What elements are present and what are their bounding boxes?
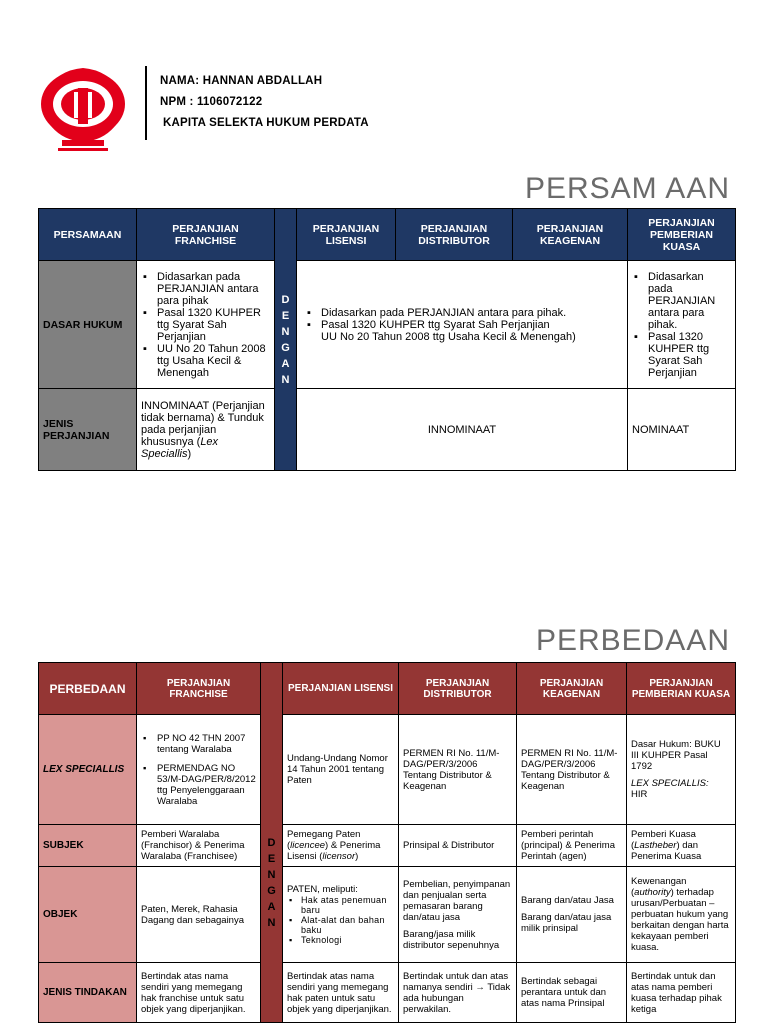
kuasa-objek: Kewenangan (authority) terhadap urusan/Perbuatan – perbuatan hukum yang berkaitan dengan harta kekayaan pemberi kuasa.: [627, 867, 736, 963]
kuasa-subjek: Pemberi Kuasa (Lastheber) dan Penerima Kuasa: [627, 825, 736, 867]
lisensi-subjek: Pemegang Paten (licencee) & Penerima Lisensi (licensor): [283, 825, 399, 867]
row-label-jenis-tindakan: JENIS TINDAKAN: [39, 963, 137, 1023]
keagenan-lex: PERMEN RI No. 11/M-DAG/PER/3/2006 Tentang Distributor & Keagenan: [517, 715, 627, 825]
keagenan-objek: Barang dan/atau Jasa Barang dan/atau jasa milik prinsipal: [517, 867, 627, 963]
separator-letter: D: [281, 293, 290, 306]
keagenan-subjek: Pemberi perintah (principal) & Penerima Perintah (agen): [517, 825, 627, 867]
list-item: ▪ Pasal 1320 KUHPER ttg Syarat Sah Perjanjian: [157, 307, 270, 343]
list-item: ▪ Pasal 1320 KUHPER ttg Syarat Sah Perjanjian: [321, 319, 623, 331]
separator-letter: D: [267, 836, 276, 849]
list-item: ▪ UU No 20 Tahun 2008 ttg Usaha Kecil & Menengah: [157, 343, 270, 379]
list-item: ▪ Teknologi: [301, 935, 394, 945]
separator-letter: N: [281, 325, 290, 338]
separator-letter: A: [281, 357, 290, 370]
list-item: ▪ PERMENDAG NO 53/M-DAG/PER/8/2012 ttg Penyelenggaraan Waralaba: [157, 763, 256, 807]
distributor-lex: PERMEN RI No. 11/M-DAG/PER/3/2006 Tentang Distributor & Keagenan: [399, 715, 517, 825]
dengan-separator: [261, 663, 283, 1023]
separator-letter: A: [267, 900, 276, 913]
header-franchise: PERJANJIAN FRANCHISE: [137, 663, 261, 715]
keagenan-tindakan: Bertindak sebagai perantara untuk dan atas nama Prinsipal: [517, 963, 627, 1023]
separator-letter: N: [267, 916, 276, 929]
kuasa-tindakan: Bertindak untuk dan atas nama pemberi kuasa terhadap pihak ketiga: [627, 963, 736, 1023]
separator-letter: G: [267, 884, 276, 897]
row-label-lex-speciallis: LEX SPECIALLIS: [39, 715, 137, 825]
list-item: ▪ PP NO 42 THN 2007 tentang Waralaba: [157, 733, 256, 755]
university-emblem-logo: [38, 62, 128, 152]
distributor-subjek: Prinsipal & Distributor: [399, 825, 517, 867]
list-item: ▪ Hak atas penemuan baru: [301, 895, 394, 915]
header-kuasa: PERJANJIAN PEMBERIAN KUASA: [628, 209, 736, 261]
header-perbedaan: PERBEDAAN: [39, 663, 137, 715]
franchise-objek: Paten, Merek, Rahasia Dagang dan sebagainya: [137, 867, 261, 963]
shared-dasar-hukum-uu: UU No 20 Tahun 2008 ttg Usaha Kecil & Menengah): [321, 330, 576, 343]
persamaan-title: PERSAM AAN: [524, 172, 730, 205]
header-distributor: PERJANJIAN DISTRIBUTOR: [396, 209, 513, 261]
franchise-lex: [137, 715, 261, 825]
separator-letter: E: [281, 309, 290, 322]
separator-letter: G: [281, 341, 290, 354]
perbedaan-table: [38, 662, 736, 1023]
shared-jenis-perjanjian: INNOMINAAT: [297, 389, 628, 471]
separator-letter: N: [281, 373, 290, 386]
student-name: NAMA: HANNAN ABDALLAH: [160, 75, 323, 87]
distributor-tindakan: Bertindak untuk dan atas namanya sendiri → Tidak ada hubungan perwakilan.: [399, 963, 517, 1023]
franchise-tindakan: Bertindak atas nama sendiri yang memegang hak franchise untuk satu objek yang diperjanjikan.: [137, 963, 261, 1023]
student-npm: NPM : 1106072122: [160, 96, 263, 108]
lisensi-objek: PATEN, meliputi: ▪ Hak atas penemuan baru ▪ Alat-alat dan bahan baku ▪ Teknologi: [283, 867, 399, 963]
franchise-jenis-perjanjian: INNOMINAAT (Perjanjian tidak bernama) & Tunduk pada perjanjian khususnya (Lex Speciallis): [137, 389, 275, 471]
dengan-separator: [275, 209, 297, 471]
row-label-dasar-hukum: DASAR HUKUM: [39, 261, 137, 389]
franchise-subjek: Pemberi Waralaba (Franchisor) & Penerima Waralaba (Franchisee): [137, 825, 261, 867]
row-label-subjek: SUBJEK: [39, 825, 137, 867]
separator-letter: N: [267, 868, 276, 881]
distributor-objek: Pembelian, penyimpanan dan penjualan serta pemasaran barang dan/atau jasa Barang/jasa milik distributor sepenuhnya: [399, 867, 517, 963]
row-label-jenis-perjanjian: JENIS PERJANJIAN: [39, 389, 137, 471]
list-item: ▪ Didasarkan pada PERJANJIAN antara para pihak.: [321, 307, 623, 319]
franchise-dasar-hukum: [137, 261, 275, 389]
list-item: ▪ Pasal 1320 KUHPER ttg Syarat Sah Perjanjian: [648, 331, 731, 379]
lisensi-tindakan: Bertindak atas nama sendiri yang memegang hak paten untuk satu objek yang diperjanjikan.: [283, 963, 399, 1023]
kuasa-dasar-hukum: [628, 261, 736, 389]
kuasa-lex: Dasar Hukum: BUKU III KUHPER Pasal 1792 LEX SPECIALLIS: HIR: [627, 715, 736, 825]
persamaan-table: [38, 208, 736, 471]
shared-dasar-hukum: [297, 261, 628, 389]
perbedaan-title: PERBEDAAN: [535, 624, 730, 657]
header-keagenan: PERJANJIAN KEAGENAN: [517, 663, 627, 715]
course-title: KAPITA SELEKTA HUKUM PERDATA: [163, 117, 369, 129]
header-franchise: PERJANJIAN FRANCHISE: [137, 209, 275, 261]
list-item: ▪ Didasarkan pada PERJANJIAN antara para pihak.: [648, 271, 731, 331]
kuasa-jenis-perjanjian: NOMINAAT: [628, 389, 736, 471]
header-lisensi: PERJANJIAN LISENSI: [297, 209, 396, 261]
header-lisensi: PERJANJIAN LISENSI: [283, 663, 399, 715]
header-divider: [145, 66, 147, 140]
header-persamaan: PERSAMAAN: [39, 209, 137, 261]
list-item: ▪ Didasarkan pada PERJANJIAN antara para pihak: [157, 271, 270, 307]
lisensi-lex: Undang-Undang Nomor 14 Tahun 2001 tentang Paten: [283, 715, 399, 825]
row-label-objek: OBJEK: [39, 867, 137, 963]
header-kuasa: PERJANJIAN PEMBERIAN KUASA: [627, 663, 736, 715]
header-distributor: PERJANJIAN DISTRIBUTOR: [399, 663, 517, 715]
separator-letter: E: [267, 852, 276, 865]
header-keagenan: PERJANJIAN KEAGENAN: [513, 209, 628, 261]
list-item: ▪ Alat-alat dan bahan baku: [301, 915, 394, 935]
